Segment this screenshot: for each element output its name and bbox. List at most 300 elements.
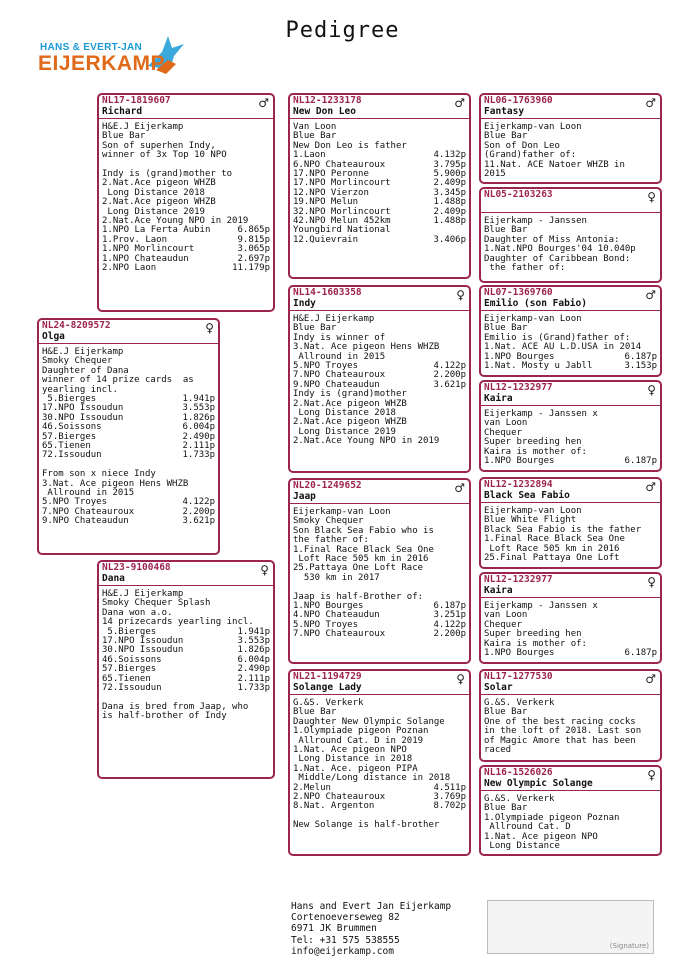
card-header [290,287,469,311]
result-label: 7.NPO Chateauroux [293,370,386,381]
card-description [290,119,469,245]
result-label: 19.NPO Melun [293,197,359,208]
result-label: 17.NPO Morlincourt [293,178,391,189]
card-header [481,671,660,695]
female-symbol-icon: ♀ [647,575,656,589]
description-line: 3.Nat. Ace pigeon Hens WHZB [42,478,189,489]
ring-number: NL12-1232894 [484,479,553,490]
description-line: 1.Nat. ACE AU L.D.USA in 2014 [484,342,642,353]
result-label: 8.Nat. Argenton [293,801,375,812]
description-line: Blue Bar [484,131,528,142]
card-header [481,287,660,311]
description-line: 1.Nat.NPO Bourges'04 10.040p [484,244,636,255]
result-label: 17.NPO Issoudun [102,636,184,647]
result-label: 1.NPO Chateaudun [102,253,189,264]
description-line: 1.Nat. Ace pigeon NPO [484,831,598,842]
result-value: 3.345p [433,187,466,198]
description-line: Eijerkamp - Janssen x [484,409,598,419]
description-line: Allround Cat. D [484,822,571,833]
result-value: 1.488p [433,197,466,208]
description-line: 25.Final Pattaya One Loft [484,553,620,564]
card-header [481,95,660,119]
signature-label: (Signature) [609,942,649,950]
result-value: 2.490p [182,431,215,442]
result-value: 4.132p [433,150,466,161]
description-line: raced [484,745,512,756]
result-label: 5.Bierges [102,626,157,637]
card-description [99,586,273,722]
description-line: Eijerkamp-van Loon [293,507,391,517]
description-line: Long Distance [484,841,560,852]
result-label: 42.NPO Melun 452km [293,216,391,227]
description-line: Daughter New Olympic Solange [293,716,445,727]
card-header [481,189,660,213]
result-value: 6.187p [433,601,466,612]
result-label: 4.NPO Chateaudun [293,610,380,621]
description-line: Indy is (grand)mother to [102,169,233,180]
description-line: Super breeding hen [484,437,582,448]
description-line: Smoky Chequer [42,356,113,367]
description-line: H&E.J Eijerkamp [293,314,375,324]
result-label: 2.NPO Laon [102,263,157,274]
ring-number: NL21-1194729 [293,671,362,682]
description-line: 11.Nat. ACE Natoer WHZB in [484,159,625,170]
result-value: 6.187p [624,351,657,362]
result-value: 3.621p [182,516,215,527]
description-line: (Grand)father of: [484,150,577,161]
description-line: Blue Bar [293,323,337,334]
female-symbol-icon: ♀ [647,383,656,397]
result-value: 1.941p [182,394,215,405]
pigeon-name: Emilio (son Fabio) [484,298,587,309]
description-line: Blue Bar [484,803,528,814]
female-symbol-icon: ♀ [205,321,214,335]
pigeon-name: Jaap [293,491,316,502]
ring-number: NL17-1277530 [484,671,553,682]
description-line: Eijerkamp - Janssen x [484,601,598,611]
description-line: H&E.J Eijerkamp [102,589,184,599]
description-line: 2.Nat.Ace Young NPO in 2019 [293,436,440,447]
result-value: 8.702p [433,801,466,812]
description-line: G.&S. Verkerk [484,794,555,804]
ring-number: NL24-8209572 [42,320,111,331]
description-line: Long Distance in 2018 [293,754,413,765]
card-header [99,562,273,586]
female-symbol-icon: ♀ [456,672,465,686]
description-line: Indy is winner of [293,332,386,343]
card-header [481,382,660,406]
pigeon-name: Kaira [484,585,513,596]
result-label: 1.NPO Bourges [293,601,364,612]
result-value: 6.004p [182,422,215,433]
card-header [481,767,660,791]
description-line: Kaira is mother of: [484,446,587,457]
result-label: 9.NPO Chateaudun [42,516,129,527]
card-header [290,480,469,504]
result-label: 57.Bierges [102,664,157,675]
result-label: 12.Quievrain [293,234,359,245]
description-line [293,802,466,811]
description-line: 14 prizecards yearling incl. [102,617,254,628]
card-description [481,119,660,179]
description-line: 2.Nat.Ace pigeon WHZB [102,178,216,189]
result-value: 1.826p [182,412,215,423]
card-description [290,695,469,831]
male-symbol-icon: ♂ [645,288,656,302]
pigeon-card-dana [97,560,275,779]
description-line: Blue White Flight [484,515,577,526]
result-value: 1.733p [237,683,270,694]
description-line: Son of Don Leo [484,140,560,151]
result-label: 1.NPO La Ferta Aubin [102,225,211,236]
description-line: Youngbird National [293,225,391,236]
description-line: the father of: [293,535,369,546]
result-label: 1.NPO Morlincourt [102,244,195,255]
result-label: 65.Tienen [42,441,91,452]
description-line: 2.Nat.Ace pigeon WHZB [293,417,407,428]
description-line: G.&S. Verkerk [484,698,555,708]
result-label: 72.Issoudun [42,450,102,461]
description-line: H&E.J Eijerkamp [42,347,124,357]
description-line: 1.Olympiade pigeon Poznan [293,726,429,737]
pigeon-card-solange-lady [288,669,471,856]
description-line: Super breeding hen [484,629,582,640]
description-line: the father of: [484,263,566,274]
description-line: Eijerkamp-van Loon [484,122,582,132]
result-value: 6.187p [624,456,657,467]
description-line: Dana is bred from Jaap, who [102,701,249,712]
description-line: 2.Nat.Ace pigeon WHZB [293,398,407,409]
description-line: Daughter of Caribbean Bond: [484,253,631,264]
result-value: 2.490p [237,664,270,675]
result-label: 1.Nat. Mosty u Jabll [484,361,593,372]
description-line: Long Distance 2019 [102,206,205,217]
pigeon-card-richard [97,93,275,312]
result-label: 72.Issoudun [102,683,162,694]
description-line: Allround Cat. D in 2019 [293,735,424,746]
card-description [481,311,660,371]
card-description [99,119,273,273]
description-line: Blue Bar [484,323,528,334]
pigeon-card-nl05 [479,187,662,283]
result-label: 46.Soissons [102,654,162,665]
pigeon-card-new-don-leo [288,93,471,279]
description-line: 3.Nat. Ace pigeon Hens WHZB [293,342,440,353]
card-description [39,344,218,527]
breeder-address [291,901,451,957]
result-value: 4.511p [433,782,466,793]
description-line: 2.Nat.Ace Young NPO in 2019 [102,216,249,227]
pigeon-card-black-sea-fabio [479,477,662,569]
card-description [481,791,660,851]
description-line: Van Loon [293,122,337,132]
pigeon-name: Richard [102,106,143,117]
pigeon-card-solar [479,669,662,762]
pigeon-name: Kaira [484,393,513,404]
description-line: Blue Bar [484,225,528,236]
pigeon-card-kaira-1 [479,380,662,472]
card-header [290,671,469,695]
description-line [293,630,466,639]
result-label: 57.Bierges [42,431,97,442]
result-value: 2.111p [237,673,270,684]
result-value: 3.553p [237,636,270,647]
result-label: 5.NPO Troyes [293,619,359,630]
result-label: 46.Soissons [42,422,102,433]
result-label: 17.NPO Issoudun [42,403,124,414]
breeder-phone: Tel: +31 575 538555 [291,934,400,946]
description-line: winner of 14 prize cards as [42,375,194,386]
pigeon-card-emilio [479,285,662,377]
result-value: 6.004p [237,654,270,665]
result-label: 1.NPO Bourges [484,351,555,362]
result-value: 6.865p [237,225,270,236]
description-line: One of the best racing cocks [484,716,636,727]
description-line [42,517,215,526]
description-line: Smoky Chequer [293,516,364,527]
ring-number: NL12-1232977 [484,574,553,585]
description-line [102,684,270,693]
result-label: 30.NPO Issoudun [102,645,184,656]
female-symbol-icon: ♀ [647,190,656,204]
description-line: of Magic Amore that has been [484,735,636,746]
male-symbol-icon: ♂ [454,96,465,110]
description-line: Middle/Long distance in 2018 [293,773,451,784]
description-line: H&E.J Eijerkamp [102,122,184,132]
description-line [484,649,657,658]
description-line: Loft Race 505 km in 2016 [293,554,429,565]
female-symbol-icon: ♀ [456,288,465,302]
ring-number: NL16-1526026 [484,767,553,778]
description-line: Son Black Sea Fabio who is [293,525,434,536]
card-description [481,213,660,273]
description-line [484,362,657,371]
result-value: 3.769p [433,792,466,803]
description-line: Long Distance 2019 [293,426,396,437]
ring-number: NL20-1249652 [293,480,362,491]
pigeon-name: Indy [293,298,316,309]
result-value: 3.406p [433,234,466,245]
description-line: van Loon [484,418,528,429]
result-value: 3.795p [433,159,466,170]
description-line: in the loft of 2018. Last son [484,726,642,737]
ring-number: NL12-1233178 [293,95,362,106]
description-line: Allround in 2015 [42,488,135,499]
result-value: 1.941p [237,626,270,637]
pigeon-name: New Olympic Solange [484,778,593,789]
result-value: 3.251p [433,610,466,621]
description-line: Long Distance 2018 [102,187,205,198]
description-line: Dana won a.o. [102,607,173,618]
pigeon-card-jaap [288,478,471,664]
page-title: Pedigree [285,18,400,43]
card-description [481,503,660,563]
result-label: 5.Bierges [42,394,97,405]
result-value: 1.488p [433,216,466,227]
pigeon-name: Solange Lady [293,682,362,693]
result-value: 5.900p [433,169,466,180]
result-value: 3.621p [433,379,466,390]
description-line: 25.Pattaya One Loft Race [293,563,424,574]
description-line: yearling incl. [42,384,118,395]
pigeon-name: Olga [42,331,65,342]
description-line: 1.Olympiade pigeon Poznan [484,812,620,823]
result-value: 1.826p [237,645,270,656]
description-line: Chequer [484,619,522,630]
description-line: Long Distance 2018 [293,408,396,419]
result-value: 3.065p [237,244,270,255]
breeder-city: 6971 JK Brummen [291,923,377,935]
description-line: Son of superhen Indy, [102,140,216,151]
result-label: 7.NPO Chateauroux [293,629,386,640]
result-label: 1.Prov. Laon [102,234,168,245]
result-value: 3.153p [624,361,657,372]
result-label: 17.NPO Peronne [293,169,369,180]
card-header [99,95,273,119]
description-line: Indy is (grand)mother [293,389,407,400]
result-value: 2.200p [433,370,466,381]
result-label: 9.NPO Chateaudun [293,379,380,390]
pigeon-card-new-olympic-solange [479,765,662,856]
description-line [293,236,466,245]
pigeon-card-indy [288,285,471,473]
pigeon-card-fantasy [479,93,662,184]
ring-number: NL06-1763960 [484,95,553,106]
description-line: is half-brother of Indy [102,711,227,722]
result-value: 2.409p [433,178,466,189]
result-value: 2.111p [182,441,215,452]
ring-number: NL05-2103263 [484,189,553,200]
result-label: 5.NPO Troyes [42,497,108,508]
result-value: 4.122p [433,361,466,372]
result-value: 2.409p [433,206,466,217]
result-value: 11.179p [232,263,270,274]
description-line: Eijerkamp-van Loon [484,314,582,324]
logo-top-text: HANS & EVERT-JAN [40,42,143,53]
card-description [290,311,469,447]
description-line: Jaap is half-Brother of: [293,591,424,602]
description-line: winner of 3x Top 10 NPO [102,150,227,161]
result-label: 32.NPO Morlincourt [293,206,391,217]
result-value: 4.122p [433,619,466,630]
description-line: 1.Nat. Ace pigeon NPO [293,745,407,756]
description-line: Black Sea Fabio is the father [484,524,642,535]
description-line: Blue Bar [102,131,146,142]
description-line: G.&S. Verkerk [293,698,364,708]
description-line [484,457,657,466]
card-description [481,695,660,755]
female-symbol-icon: ♀ [260,563,269,577]
male-symbol-icon: ♂ [454,481,465,495]
description-line: 2015 [484,169,506,180]
description-line: 1.Nat. Ace. pigeon PIPA [293,763,418,774]
result-value: 3.553p [182,403,215,414]
card-description [481,598,660,658]
pigeon-card-kaira-2 [479,572,662,664]
ring-number: NL14-1603358 [293,287,362,298]
breeder-email[interactable]: info@eijerkamp.com [291,945,394,957]
description-line: New Don Leo is father [293,140,407,151]
male-symbol-icon: ♂ [645,96,656,110]
male-symbol-icon: ♂ [645,480,656,494]
description-line: 530 km in 2017 [293,572,380,583]
description-line: Emilio is (Grand)father of: [484,332,631,343]
description-line: New Solange is half-brother [293,820,440,831]
description-line: Blue Bar [293,707,337,718]
breeder-name: Hans and Evert Jan Eijerkamp [291,901,452,912]
description-line [102,264,270,273]
card-description [481,406,660,466]
description-line: Kaira is mother of: [484,638,587,649]
description-line: Allround in 2015 [293,351,386,362]
ring-number: NL07-1369760 [484,287,553,298]
result-label: 2.NPO Chateauroux [293,792,386,803]
ring-number: NL12-1232977 [484,382,553,393]
result-value: 6.187p [624,648,657,659]
result-label: 65.Tienen [102,673,151,684]
result-label: 1.NPO Bourges [484,648,555,659]
card-header [481,574,660,598]
description-line: Blue Bar [293,131,337,142]
description-line: Daughter of Miss Antonia: [484,234,620,245]
result-value: 2.200p [182,506,215,517]
result-value: 2.200p [433,629,466,640]
pigeon-name: Solar [484,682,513,693]
card-header [290,95,469,119]
male-symbol-icon: ♂ [645,672,656,686]
description-line: 1.Final Race Black Sea One [293,544,434,555]
description-line [42,451,215,460]
result-value: 2.697p [237,253,270,264]
result-label: 30.NPO Issoudun [42,412,124,423]
logo-main-text: EIJERKAMP [38,52,166,75]
result-value: 9.815p [237,234,270,245]
result-value: 4.122p [182,497,215,508]
result-label: 7.NPO Chateauroux [42,506,135,517]
description-line: Eijerkamp-van Loon [484,506,582,516]
card-header [39,320,218,344]
description-line: Loft Race 505 km in 2016 [484,543,620,554]
description-line: van Loon [484,610,528,621]
result-label: 12.NPO Vierzon [293,187,369,198]
result-label: 2.Melun [293,782,331,793]
pigeon-card-olga [37,318,220,555]
description-line: 1.Final Race Black Sea One [484,534,625,545]
description-line: Daughter of Dana [42,365,129,376]
eijerkamp-logo [38,30,188,80]
description-line: Eijerkamp - Janssen [484,216,587,226]
description-line: 2.Nat.Ace pigeon WHZB [102,197,216,208]
description-line: Chequer [484,427,522,438]
ring-number: NL23-9100468 [102,562,171,573]
pigeon-name: New Don Leo [293,106,356,117]
card-description [290,504,469,640]
male-symbol-icon: ♂ [258,96,269,110]
signature-box [487,900,654,954]
pigeon-name: Dana [102,573,125,584]
result-value: 1.733p [182,450,215,461]
result-label: 1.NPO Bourges [484,456,555,467]
ring-number: NL17-1819607 [102,95,171,106]
description-line: Smoky Chequer Splash [102,598,211,609]
pigeon-name: Black Sea Fabio [484,490,570,501]
result-label: 6.NPO Chateauroux [293,159,386,170]
breeder-street: Cortenoeverseweg 82 [291,912,400,924]
result-label: 5.NPO Troyes [293,361,359,372]
result-label: 1.Laon [293,150,326,161]
pigeon-name: Fantasy [484,106,525,117]
card-header [481,479,660,503]
